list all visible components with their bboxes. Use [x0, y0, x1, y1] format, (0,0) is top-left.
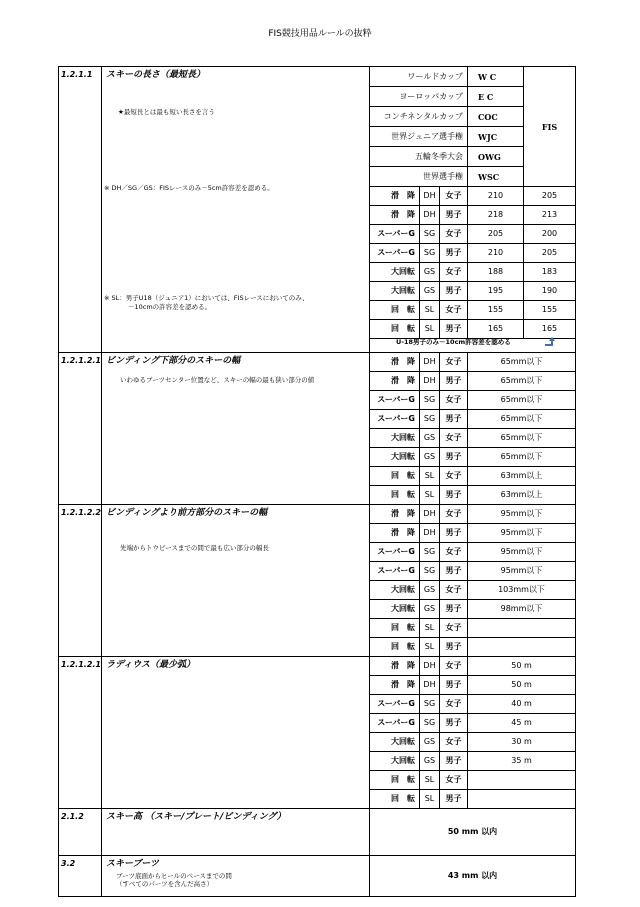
discipline-code: SL — [420, 790, 440, 809]
section-heading: スキーの長さ（最短長） — [106, 70, 206, 80]
section-number: 1.2.1.2.2 — [59, 505, 102, 657]
length-value-fis: 205 — [524, 244, 576, 263]
limit-value: 63mm以上 — [468, 486, 576, 505]
discipline-code: DH — [420, 676, 440, 695]
ski-rules-table — [58, 66, 576, 897]
limit-value: 65mm以下 — [468, 353, 576, 372]
discipline-label: 回 転 — [370, 467, 420, 486]
section-note: 先端からトウピースまでの間で最も広い部分の幅長 — [120, 544, 269, 552]
gender-label: 男子 — [440, 372, 468, 391]
length-value-cup: 195 — [468, 282, 524, 301]
gender-label: 女子 — [440, 467, 468, 486]
gender-label: 女子 — [440, 187, 468, 206]
discipline-code: DH — [420, 505, 440, 524]
table-row — [59, 505, 576, 524]
discipline-label: 滑 降 — [370, 505, 420, 524]
discipline-label: 回 転 — [370, 320, 420, 339]
gender-label: 女子 — [440, 543, 468, 562]
table-row — [59, 856, 576, 897]
gender-label: 女子 — [440, 263, 468, 282]
boots-note: ブーツ底面からヒールのベースまでの間 — [116, 872, 232, 880]
discipline-label: 大回転 — [370, 448, 420, 467]
length-value-fis: 213 — [524, 206, 576, 225]
gender-label: 男子 — [440, 562, 468, 581]
limit-value: 103mm以下 — [468, 581, 576, 600]
gender-label: 女子 — [440, 429, 468, 448]
discipline-label: スーパーG — [370, 244, 420, 263]
gender-label: 男子 — [440, 714, 468, 733]
competition-code: WJC — [468, 127, 524, 147]
discipline-code: GS — [420, 282, 440, 301]
limit-value: 98mm以下 — [468, 600, 576, 619]
gender-label: 男子 — [440, 752, 468, 771]
section-heading: ビンディング下部分のスキーの幅 — [106, 356, 241, 366]
section-number: 2.1.2 — [59, 809, 102, 856]
section-heading: ビンディングより前方部分のスキーの幅 — [106, 508, 268, 518]
limit-value: 50 m — [468, 657, 576, 676]
gender-label: 男子 — [440, 244, 468, 263]
discipline-label: 回 転 — [370, 619, 420, 638]
limit-value — [468, 790, 576, 809]
discipline-label: 回 転 — [370, 771, 420, 790]
discipline-label: 回 転 — [370, 486, 420, 505]
discipline-code: GS — [420, 448, 440, 467]
discipline-code: SL — [420, 638, 440, 657]
discipline-code: SG — [420, 225, 440, 244]
discipline-code: DH — [420, 206, 440, 225]
competition-code: COC — [468, 107, 524, 127]
gender-label: 男子 — [440, 320, 468, 339]
discipline-code: SG — [420, 714, 440, 733]
gender-label: 女子 — [440, 619, 468, 638]
length-value-cup: 210 — [468, 187, 524, 206]
limit-value: 65mm以下 — [468, 448, 576, 467]
length-value-fis: 165 — [524, 320, 576, 339]
competition-code: E C — [468, 87, 524, 107]
section-description — [102, 67, 370, 353]
competition-name: 世界ジュニア選手権 — [370, 127, 468, 147]
discipline-label: 大回転 — [370, 263, 420, 282]
limit-value: 35 m — [468, 752, 576, 771]
competition-name: 世界選手権 — [370, 167, 468, 187]
gender-label: 男子 — [440, 282, 468, 301]
discipline-code: GS — [420, 600, 440, 619]
discipline-label: スーパーG — [370, 543, 420, 562]
length-value-cup: 188 — [468, 263, 524, 282]
limit-value: 30 m — [468, 733, 576, 752]
discipline-label: スーパーG — [370, 410, 420, 429]
section-note: いわゆるブーツセンター位置など、スキーの幅の最も狭い部分の値 — [120, 376, 315, 384]
boot-height-limit: 43 mm 以内 — [370, 856, 576, 897]
discipline-label: 滑 降 — [370, 676, 420, 695]
discipline-code: SG — [420, 244, 440, 263]
gender-label: 女子 — [440, 505, 468, 524]
discipline-label: 大回転 — [370, 752, 420, 771]
limit-value: 95mm以下 — [468, 524, 576, 543]
limit-value — [468, 619, 576, 638]
discipline-code: SL — [420, 619, 440, 638]
section-description — [102, 856, 370, 897]
discipline-label: 大回転 — [370, 600, 420, 619]
length-value-fis: 200 — [524, 225, 576, 244]
discipline-code: DH — [420, 372, 440, 391]
table-row — [59, 657, 576, 676]
competition-code: W C — [468, 67, 524, 87]
gender-label: 男子 — [440, 600, 468, 619]
competition-name: ワールドカップ — [370, 67, 468, 87]
table-row — [59, 67, 576, 87]
height-limit: 50 mm 以内 — [370, 809, 576, 856]
discipline-code: DH — [420, 353, 440, 372]
section-description — [102, 657, 370, 809]
discipline-code: GS — [420, 752, 440, 771]
limit-value: 65mm以下 — [468, 391, 576, 410]
section-description — [102, 353, 370, 505]
gender-label: 男子 — [440, 448, 468, 467]
competition-code: OWG — [468, 147, 524, 167]
discipline-label: 大回転 — [370, 581, 420, 600]
length-value-fis: 205 — [524, 187, 576, 206]
length-value-cup: 205 — [468, 225, 524, 244]
section-number: 1.2.1.2.1 — [59, 353, 102, 505]
gender-label: 男子 — [440, 524, 468, 543]
limit-value: 65mm以下 — [468, 429, 576, 448]
limit-value — [468, 638, 576, 657]
table-row — [59, 809, 576, 856]
tolerance-note-sl-2: －10cmの許容差を認める。 — [128, 303, 212, 311]
discipline-label: 回 転 — [370, 790, 420, 809]
limit-value: 50 m — [468, 676, 576, 695]
discipline-code: SG — [420, 410, 440, 429]
table-row — [59, 353, 576, 372]
tolerance-note-sl: ※ SL：男子U18（ジュニア1）においては、FISレースにおいてのみ、 — [104, 294, 309, 302]
gender-label: 女子 — [440, 733, 468, 752]
length-value-cup: 210 — [468, 244, 524, 263]
discipline-code: SL — [420, 467, 440, 486]
discipline-code: SG — [420, 391, 440, 410]
length-value-fis: 155 — [524, 301, 576, 320]
discipline-code: DH — [420, 187, 440, 206]
gender-label: 女子 — [440, 353, 468, 372]
gender-label: 女子 — [440, 657, 468, 676]
section-description — [102, 505, 370, 657]
length-value-fis: 183 — [524, 263, 576, 282]
limit-value: 45 m — [468, 714, 576, 733]
discipline-label: 回 転 — [370, 301, 420, 320]
competition-name: 五輪冬季大会 — [370, 147, 468, 167]
discipline-label: スーパーG — [370, 391, 420, 410]
shortest-note: ★最短長とは最も短い長さを言う — [118, 108, 215, 116]
gender-label: 男子 — [440, 638, 468, 657]
discipline-code: SL — [420, 486, 440, 505]
limit-value: 65mm以下 — [468, 372, 576, 391]
gender-label: 男子 — [440, 790, 468, 809]
gender-label: 男子 — [440, 486, 468, 505]
discipline-code: GS — [420, 733, 440, 752]
discipline-code: GS — [420, 581, 440, 600]
discipline-label: スーパーG — [370, 714, 420, 733]
discipline-code: SG — [420, 695, 440, 714]
gender-label: 女子 — [440, 581, 468, 600]
section-heading: ラディウス（最少弧） — [106, 660, 196, 670]
competition-name: ヨーロッパカップ — [370, 87, 468, 107]
section-heading: スキーブーツ — [106, 859, 159, 869]
discipline-code: SG — [420, 562, 440, 581]
limit-value: 40 m — [468, 695, 576, 714]
section-number: 1.2.1.2.1 — [59, 657, 102, 809]
discipline-code: SL — [420, 320, 440, 339]
fis-label: FIS — [524, 67, 576, 187]
gender-label: 女子 — [440, 301, 468, 320]
length-value-cup: 155 — [468, 301, 524, 320]
section-heading: スキー高 （スキー/プレート/ビンディング） — [106, 812, 286, 822]
discipline-label: スーパーG — [370, 225, 420, 244]
discipline-code: GS — [420, 263, 440, 282]
boots-note-2: （すべてのパーツを含んだ高さ） — [116, 880, 214, 888]
gender-label: 女子 — [440, 771, 468, 790]
gender-label: 女子 — [440, 225, 468, 244]
discipline-code: SL — [420, 301, 440, 320]
discipline-label: 滑 降 — [370, 372, 420, 391]
discipline-label: 滑 降 — [370, 657, 420, 676]
limit-value: 95mm以下 — [468, 505, 576, 524]
discipline-code: SL — [420, 771, 440, 790]
tolerance-note-dh: ※ DH／SG／GS：FISレースのみ－5cm許容差を認める。 — [104, 184, 274, 192]
length-value-cup: 165 — [468, 320, 524, 339]
discipline-code: SG — [420, 543, 440, 562]
section-number: 1.2.1.1 — [59, 67, 102, 353]
limit-value — [468, 771, 576, 790]
discipline-label: 滑 降 — [370, 353, 420, 372]
discipline-label: 滑 降 — [370, 206, 420, 225]
section-description — [102, 809, 370, 856]
competition-name: コンチネンタルカップ — [370, 107, 468, 127]
gender-label: 女子 — [440, 695, 468, 714]
discipline-code: DH — [420, 524, 440, 543]
discipline-label: 滑 降 — [370, 187, 420, 206]
limit-value: 63mm以上 — [468, 467, 576, 486]
discipline-label: 大回転 — [370, 733, 420, 752]
return-arrow-icon — [543, 337, 555, 347]
gender-label: 男子 — [440, 410, 468, 429]
limit-value: 95mm以下 — [468, 543, 576, 562]
length-value-cup: 218 — [468, 206, 524, 225]
limit-value: 95mm以下 — [468, 562, 576, 581]
section-number: 3.2 — [59, 856, 102, 897]
gender-label: 男子 — [440, 206, 468, 225]
discipline-label: 回 転 — [370, 638, 420, 657]
length-value-fis: 190 — [524, 282, 576, 301]
document-title: FIS競技用品ルールの抜粋 — [268, 29, 372, 39]
limit-value: 65mm以下 — [468, 410, 576, 429]
u18-footnote: U-18男子のみ－10cm許容差を認める — [396, 338, 511, 346]
discipline-label: 滑 降 — [370, 524, 420, 543]
discipline-label: スーパーG — [370, 562, 420, 581]
discipline-label: 大回転 — [370, 282, 420, 301]
discipline-label: スーパーG — [370, 695, 420, 714]
discipline-code: GS — [420, 429, 440, 448]
discipline-label: 大回転 — [370, 429, 420, 448]
discipline-code: DH — [420, 657, 440, 676]
gender-label: 女子 — [440, 391, 468, 410]
competition-code: WSC — [468, 167, 524, 187]
gender-label: 男子 — [440, 676, 468, 695]
